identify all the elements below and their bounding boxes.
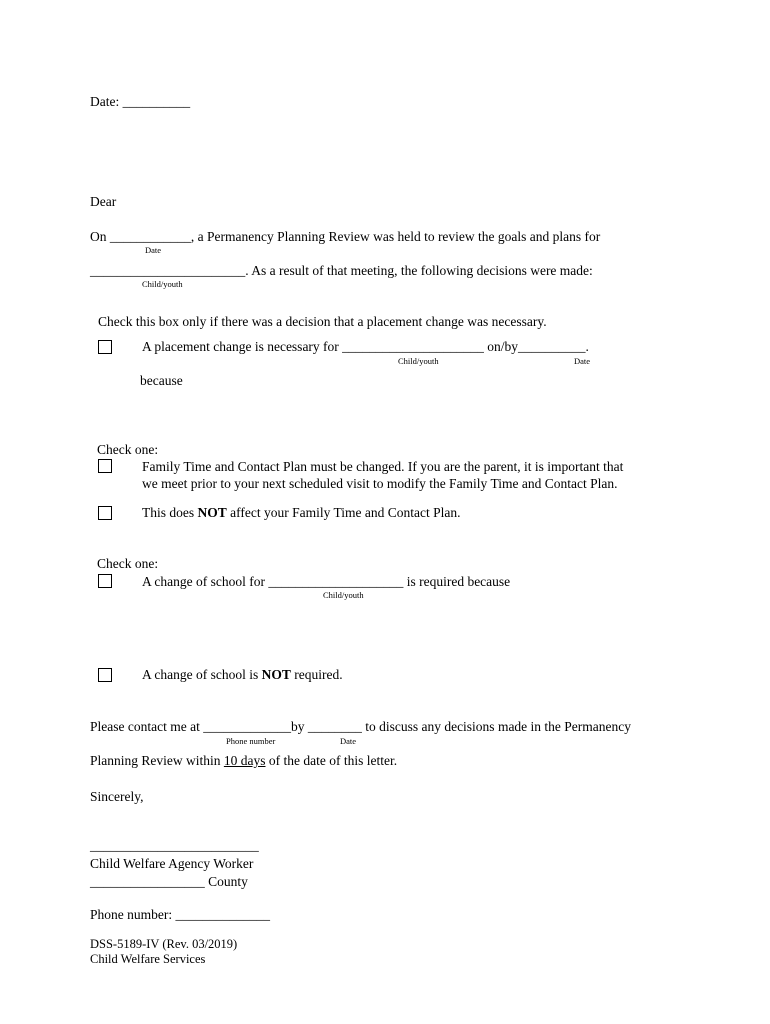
signature-line: _________________________ <box>90 838 259 853</box>
placement-date-caption: Date <box>574 356 591 366</box>
date-line: Date: __________ <box>90 94 191 109</box>
phone-number-line: Phone number: ______________ <box>90 907 270 922</box>
placement-checkbox[interactable] <box>98 340 112 354</box>
school-change-option: A change of school for ____________________ is required because <box>142 574 511 589</box>
child-caption: Child/youth <box>142 279 183 289</box>
county-line: _________________ County <box>90 874 248 889</box>
placement-child-caption: Child/youth <box>398 356 439 366</box>
worker-title: Child Welfare Agency Worker <box>90 856 254 871</box>
salutation: Dear <box>90 194 117 209</box>
contact-date-caption: Date <box>340 736 357 746</box>
school-no-change-option: A change of school is NOT required. <box>142 667 343 682</box>
contact-line-1: Please contact me at _____________by ________ to discuss any decisions made in the Permanency <box>90 719 632 734</box>
phone-caption: Phone number <box>226 736 276 746</box>
family-time-heading: Check one: <box>97 442 159 457</box>
school-change-checkbox[interactable] <box>98 574 112 588</box>
school-child-caption: Child/youth <box>323 590 364 600</box>
family-time-change-line-2: we meet prior to your next scheduled visit to modify the Family Time and Contact Plan. <box>142 476 618 491</box>
family-time-no-change-checkbox[interactable] <box>98 506 112 520</box>
review-line-2: _______________________. As a result of that meeting, the following decisions were made: <box>90 263 593 278</box>
family-time-no-change-option: This does NOT affect your Family Time and Contact Plan. <box>142 505 461 520</box>
placement-option: A placement change is necessary for _____________________ on/by__________. <box>142 339 589 354</box>
school-heading: Check one: <box>97 556 159 571</box>
family-time-change-line-1: Family Time and Contact Plan must be changed. If you are the parent, it is important that <box>142 459 624 474</box>
placement-instruction: Check this box only if there was a decision that a placement change was necessary. <box>98 314 547 329</box>
contact-line-2: Planning Review within 10 days of the date of this letter. <box>90 753 398 768</box>
form-id: DSS-5189-IV (Rev. 03/2019) <box>90 937 238 951</box>
date-caption: Date <box>145 245 162 255</box>
review-line-1: On ____________, a Permanency Planning Review was held to review the goals and plans for <box>90 229 601 244</box>
because-label: because <box>140 373 183 388</box>
family-time-change-checkbox[interactable] <box>98 459 112 473</box>
agency-name: Child Welfare Services <box>90 952 206 966</box>
school-no-change-checkbox[interactable] <box>98 668 112 682</box>
closing: Sincerely, <box>90 789 144 804</box>
